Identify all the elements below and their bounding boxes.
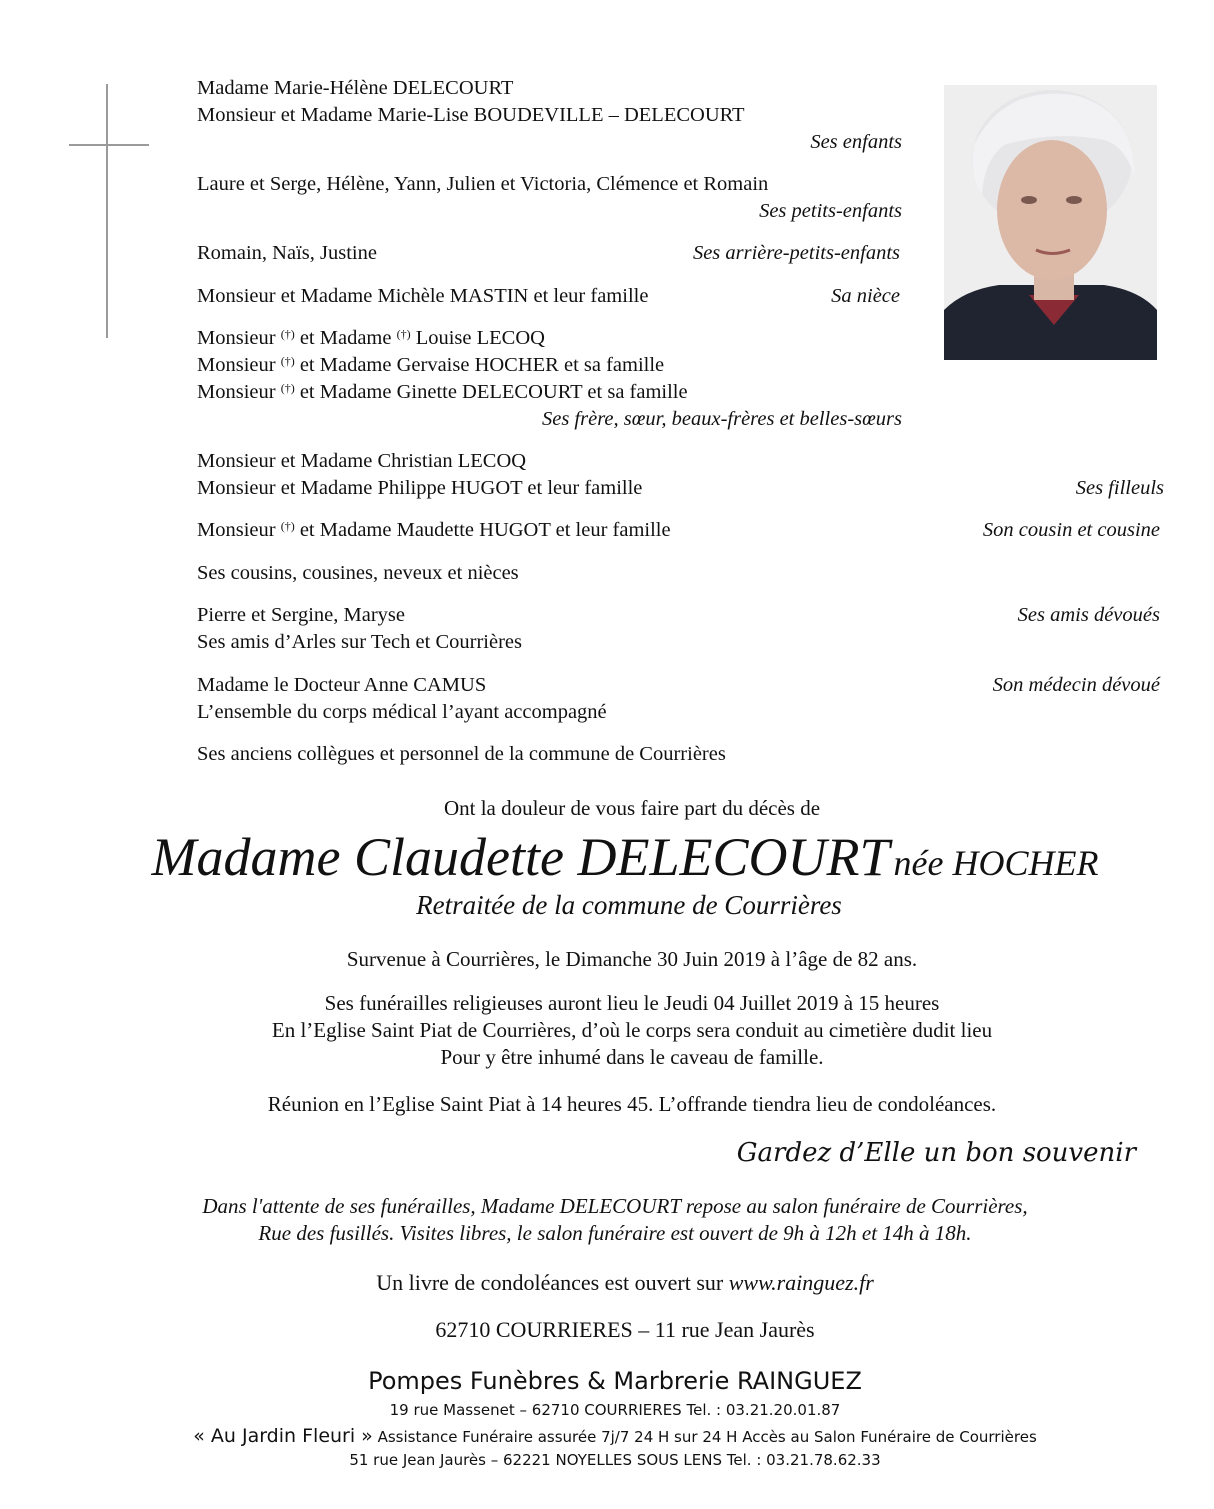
reunion-line: Réunion en l’Eglise Saint Piat à 14 heures 45. L’offrande tiendra lieu de condoléances. <box>267 1092 997 1116</box>
company-address-2: 51 rue Jean Jaurès – 62221 NOYELLES SOUS LENS Tel. : 03.21.78.62.33 <box>349 1451 881 1469</box>
cousins-line: Ses cousins, cousines, neveux et nièces <box>197 562 519 584</box>
arriere-line: Romain, Naïs, Justine <box>197 242 377 264</box>
jardin-line: « Au Jardin Fleuri » Assistance Funéraire assurée 7j/7 24 H sur 24 H Accès au Salon Funéraire de Courrières <box>193 1425 1037 1447</box>
funerailles-line-1: Ses funérailles religieuses auront lieu le Jeudi 04 Juillet 2019 à 15 heures <box>324 991 940 1015</box>
filleuls-line-2: Monsieur et Madame Philippe HUGOT et leur famille <box>197 477 643 499</box>
cousin-line: Monsieur (†) et Madame Maudette HUGOT et leur famille <box>197 519 671 541</box>
amis-line-2: Ses amis d’Arles sur Tech et Courrières <box>197 631 522 653</box>
announce-intro: Ont la douleur de vous faire part du décès de <box>443 796 821 820</box>
souvenir-line: Gardez d’Elle un bon souvenir <box>736 1138 1136 1168</box>
arriere-label: Ses arrière-petits-enfants <box>692 242 900 264</box>
medecin-label: Son médecin dévoué <box>992 674 1160 696</box>
freres-line-2: Monsieur (†) et Madame Gervaise HOCHER et sa famille <box>197 354 665 376</box>
website-link[interactable]: www.rainguez.fr <box>728 1270 874 1295</box>
filleuls-line-1: Monsieur et Madame Christian LECOQ <box>197 450 527 472</box>
portrait-photo <box>944 85 1157 360</box>
freres-line-3: Monsieur (†) et Madame Ginette DELECOURT et sa famille <box>197 381 688 403</box>
livre-line: Un livre de condoléances est ouvert sur www.rainguez.fr <box>376 1270 874 1295</box>
petits-enfants-line: Laure et Serge, Hélène, Yann, Julien et Victoria, Clémence et Romain <box>197 173 769 195</box>
company-address-1: 19 rue Massenet – 62710 COURRIERES Tel. : 03.21.20.01.87 <box>389 1401 841 1419</box>
company-name: Pompes Funèbres & Marbrerie RAINGUEZ <box>368 1367 862 1395</box>
freres-label: Ses frère, sœur, beaux-frères et belles-sœurs <box>541 408 902 430</box>
survenue-line: Survenue à Courrières, le Dimanche 30 Juin 2019 à l’âge de 82 ans. <box>346 947 918 971</box>
freres-line-1: Monsieur (†) et Madame (†) Louise LECOQ <box>197 327 545 349</box>
cousin-label: Son cousin et cousine <box>982 519 1160 541</box>
enfants-label: Ses enfants <box>810 131 902 153</box>
enfants-line-1: Madame Marie-Hélène DELECOURT <box>197 77 514 99</box>
amis-label: Ses amis dévoués <box>1017 604 1160 626</box>
deceased-subtitle: Retraitée de la commune de Courrières <box>416 890 842 920</box>
salon-line-2: Rue des fusillés. Visites libres, le salon funéraire est ouvert de 9h à 12h et 14h à 18h. <box>258 1221 972 1245</box>
medecin-line-2: L’ensemble du corps médical l’ayant accompagné <box>197 701 607 723</box>
salon-line-1: Dans l'attente de ses funérailles, Madame DELECOURT repose au salon funéraire de Courrières, <box>202 1194 1028 1218</box>
funerailles-line-3: Pour y être inhumé dans le caveau de famille. <box>440 1045 824 1069</box>
enfants-line-2: Monsieur et Madame Marie-Lise BOUDEVILLE – DELECOURT <box>197 104 745 126</box>
deceased-name: Madame Claudette DELECOURT née HOCHER <box>151 827 1099 887</box>
petits-enfants-label: Ses petits-enfants <box>759 200 902 222</box>
address-line: 62710 COURRIERES – 11 rue Jean Jaurès <box>435 1317 815 1342</box>
amis-line-1: Pierre et Sergine, Maryse <box>197 604 405 626</box>
funerailles-line-2: En l’Eglise Saint Piat de Courrières, d’où le corps sera conduit au cimetière dudit lieu <box>271 1018 993 1042</box>
collegues-line: Ses anciens collègues et personnel de la commune de Courrières <box>197 743 726 765</box>
niece-label: Sa nièce <box>831 285 900 307</box>
medecin-line-1: Madame le Docteur Anne CAMUS <box>197 674 487 696</box>
filleuls-label: Ses filleuls <box>1075 477 1164 499</box>
niece-line: Monsieur et Madame Michèle MASTIN et leur famille <box>197 285 649 307</box>
